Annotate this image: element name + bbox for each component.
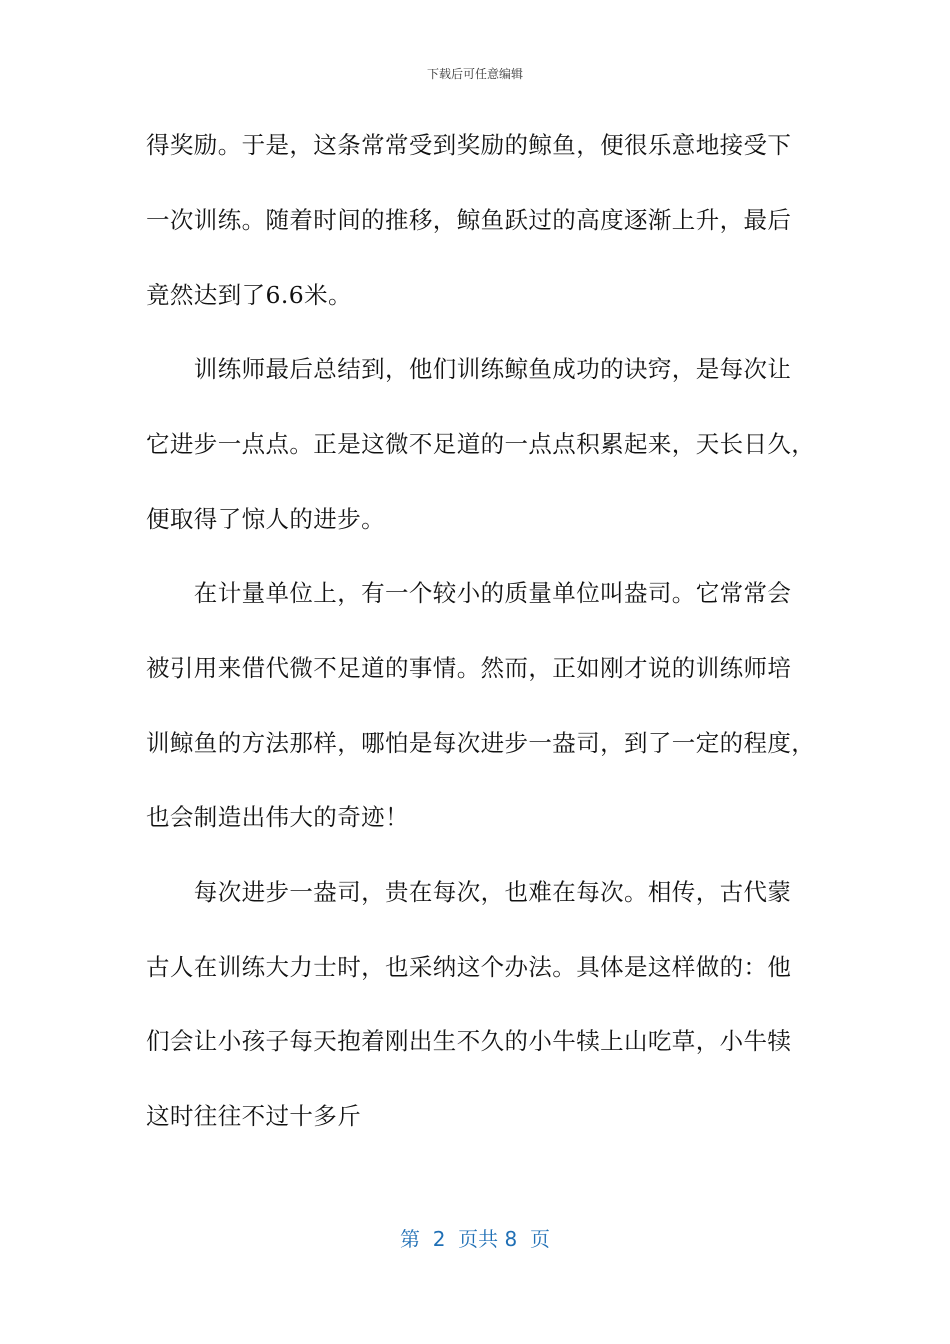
body-text-line: 古人在训练大力士时，也采纳这个办法。具体是这样做的：他: [146, 953, 792, 981]
body-text-line: 们会让小孩子每天抱着刚出生不久的小牛犊上山吃草，小牛犊: [146, 1027, 792, 1055]
body-text-line: 便取得了惊人的进步。: [146, 505, 385, 533]
body-text-line: 得奖励。于是，这条常常受到奖励的鲸鱼，便很乐意地接受下: [146, 131, 792, 159]
page-header-note: 下载后可任意编辑: [426, 67, 523, 81]
body-text-line: 被引用来借代微不足道的事情。然而，正如刚才说的训练师培: [146, 654, 792, 682]
body-text-line: 在计量单位上，有一个较小的质量单位叫盎司。它常常会: [146, 579, 792, 607]
body-text-line: 一次训练。随着时间的推移，鲸鱼跃过的高度逐渐上升，最后: [146, 206, 792, 234]
body-text-line: 每次进步一盎司，贵在每次，也难在每次。相传，古代蒙: [146, 878, 792, 906]
body-text-line: 它进步一点点。正是这微不足道的一点点积累起来，天长日久，: [146, 430, 816, 458]
body-text-line: 训练师最后总结到，他们训练鲸鱼成功的诀窍，是每次让: [146, 355, 792, 383]
body-text-line: 竟然达到了6.6米。: [146, 281, 352, 309]
body-text-line: 训鲸鱼的方法那样，哪怕是每次进步一盎司，到了一定的程度，: [146, 729, 816, 757]
page-number-footer: 第 2 页共 8 页: [400, 1227, 550, 1251]
body-text-line: 这时往往不过十多斤: [146, 1102, 362, 1130]
body-text-line: 也会制造出伟大的奇迹！: [146, 803, 409, 831]
